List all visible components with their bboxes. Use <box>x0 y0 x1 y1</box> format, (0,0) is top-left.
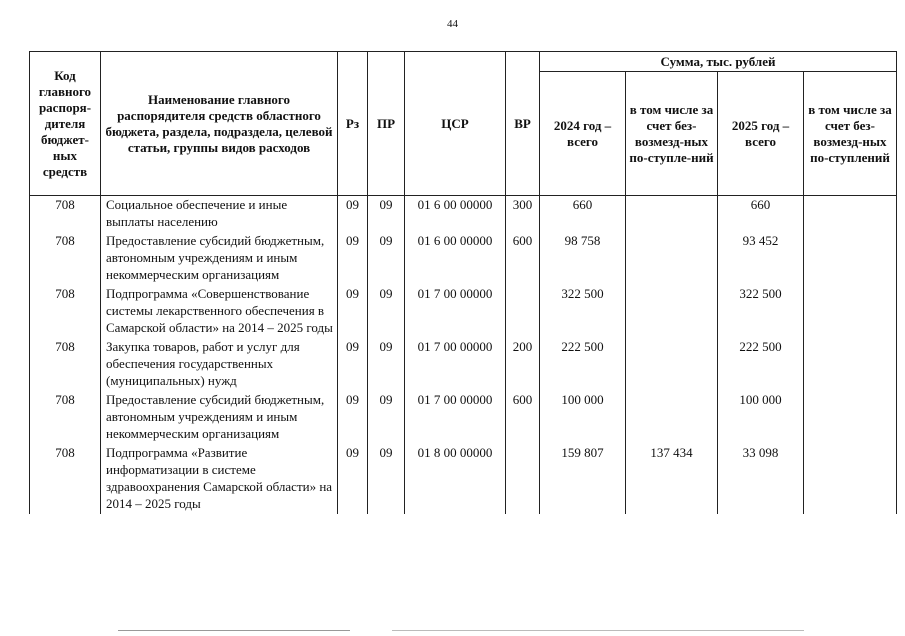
cell-2025-free <box>804 338 897 391</box>
cell-name: Предоставление субсидий бюджетным, автономным учреждениям и иным некоммерческим организациям <box>101 391 338 444</box>
page-number: 44 <box>447 18 458 30</box>
budget-table <box>29 51 897 514</box>
cell-2024-free <box>626 391 718 444</box>
table-row <box>30 338 897 391</box>
cell-code: 708 <box>30 232 101 285</box>
cell-2025-free <box>804 444 897 514</box>
cell-2025-free <box>804 196 897 233</box>
table-row <box>30 196 897 233</box>
cell-2024-total: 100 000 <box>540 391 626 444</box>
header-2024-free: в том числе за счет без-возмезд-ных по-ступле-ний <box>626 72 718 196</box>
cell-pr: 09 <box>368 391 405 444</box>
cell-vr: 200 <box>506 338 540 391</box>
cell-name: Подпрограмма «Совершенствование системы лекарственного обеспечения в Самарской области» на 2014 – 2025 годы <box>101 285 338 338</box>
cell-pr: 09 <box>368 338 405 391</box>
cell-vr: 600 <box>506 391 540 444</box>
table-row <box>30 391 897 444</box>
cell-2025-free <box>804 285 897 338</box>
header-sum-group: Сумма, тыс. рублей <box>540 52 897 72</box>
cell-csr: 01 6 00 00000 <box>405 232 506 285</box>
cell-2024-total: 322 500 <box>540 285 626 338</box>
table-body <box>30 196 897 515</box>
cell-name: Предоставление субсидий бюджетным, автономным учреждениям и иным некоммерческим организациям <box>101 232 338 285</box>
cell-name: Социальное обеспечение и иные выплаты населению <box>101 196 338 233</box>
cell-rz: 09 <box>338 391 368 444</box>
scan-artifact-line <box>118 630 350 631</box>
cell-2024-free <box>626 338 718 391</box>
header-rz: Рз <box>338 52 368 196</box>
cell-2025-total: 100 000 <box>718 391 804 444</box>
cell-rz: 09 <box>338 444 368 514</box>
header-pr: ПР <box>368 52 405 196</box>
cell-2024-free <box>626 232 718 285</box>
cell-vr <box>506 285 540 338</box>
table-row <box>30 444 897 514</box>
cell-2025-total: 322 500 <box>718 285 804 338</box>
cell-2025-free <box>804 232 897 285</box>
cell-code: 708 <box>30 444 101 514</box>
cell-2024-total: 660 <box>540 196 626 233</box>
cell-csr: 01 7 00 00000 <box>405 391 506 444</box>
cell-csr: 01 8 00 00000 <box>405 444 506 514</box>
header-code: Код главного распоря-дителя бюджет-ных средств <box>30 52 101 196</box>
header-csr: ЦСР <box>405 52 506 196</box>
cell-vr <box>506 444 540 514</box>
cell-vr: 600 <box>506 232 540 285</box>
cell-pr: 09 <box>368 285 405 338</box>
cell-code: 708 <box>30 338 101 391</box>
cell-2025-total: 33 098 <box>718 444 804 514</box>
cell-2024-total: 159 807 <box>540 444 626 514</box>
cell-2024-free: 137 434 <box>626 444 718 514</box>
cell-rz: 09 <box>338 338 368 391</box>
cell-2025-total: 660 <box>718 196 804 233</box>
cell-name: Подпрограмма «Развитие информатизации в системе здравоохранения Самарской области» на 2014 – 2025 годы <box>101 444 338 514</box>
cell-pr: 09 <box>368 444 405 514</box>
cell-pr: 09 <box>368 196 405 233</box>
cell-rz: 09 <box>338 196 368 233</box>
cell-rz: 09 <box>338 232 368 285</box>
scan-artifact-line <box>392 630 804 631</box>
cell-2024-total: 98 758 <box>540 232 626 285</box>
cell-code: 708 <box>30 196 101 233</box>
cell-2025-free <box>804 391 897 444</box>
table-row <box>30 232 897 285</box>
cell-2025-total: 222 500 <box>718 338 804 391</box>
table-header <box>30 52 897 196</box>
cell-code: 708 <box>30 285 101 338</box>
header-2025-total: 2025 год – всего <box>718 72 804 196</box>
table-row <box>30 285 897 338</box>
cell-csr: 01 6 00 00000 <box>405 196 506 233</box>
header-2024-total: 2024 год – всего <box>540 72 626 196</box>
cell-csr: 01 7 00 00000 <box>405 285 506 338</box>
cell-2024-free <box>626 285 718 338</box>
cell-2024-free <box>626 196 718 233</box>
cell-vr: 300 <box>506 196 540 233</box>
cell-2024-total: 222 500 <box>540 338 626 391</box>
header-2025-free: в том числе за счет без-возмезд-ных по-ступлений <box>804 72 897 196</box>
cell-name: Закупка товаров, работ и услуг для обеспечения государственных (муниципальных) нужд <box>101 338 338 391</box>
header-name: Наименование главного распорядителя средств областного бюджета, раздела, подраздела, целевой статьи, группы видов расходов <box>101 52 338 196</box>
cell-csr: 01 7 00 00000 <box>405 338 506 391</box>
cell-rz: 09 <box>338 285 368 338</box>
cell-2025-total: 93 452 <box>718 232 804 285</box>
cell-pr: 09 <box>368 232 405 285</box>
header-vr: ВР <box>506 52 540 196</box>
budget-table-container <box>29 51 896 514</box>
cell-code: 708 <box>30 391 101 444</box>
